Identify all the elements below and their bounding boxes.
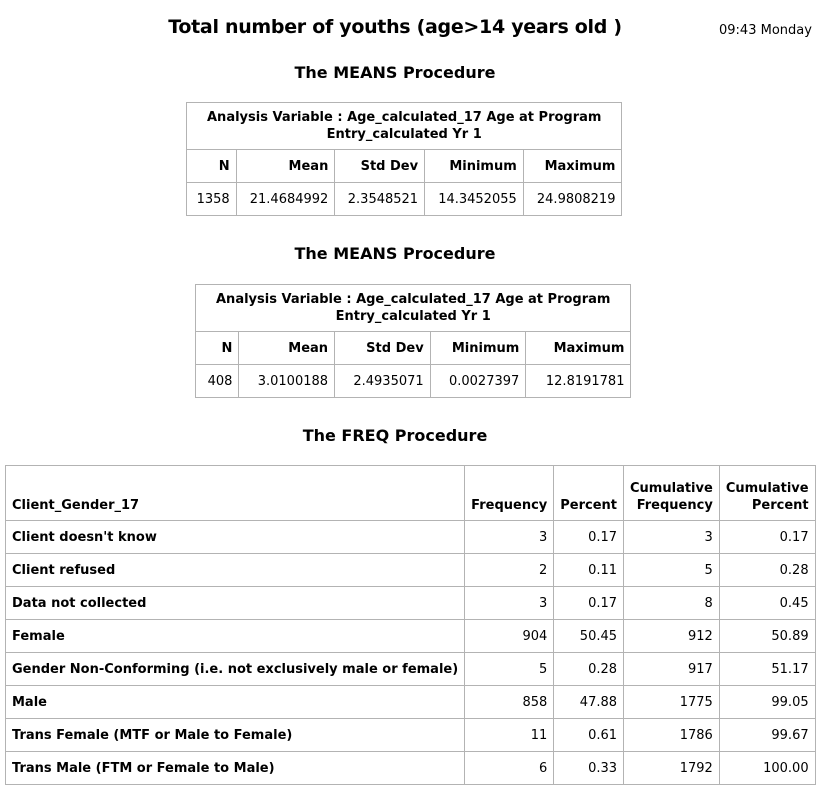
cell-cumulative-frequency: 8: [624, 587, 720, 620]
value-mean: 3.0100188: [239, 365, 335, 398]
value-std-dev: 2.4935071: [335, 365, 431, 398]
cell-cumulative-percent: 0.45: [719, 587, 815, 620]
cell-cumulative-frequency: 1792: [624, 752, 720, 785]
value-minimum: 14.3452055: [425, 183, 524, 216]
cell-cumulative-frequency: 1786: [624, 719, 720, 752]
row-label: Female: [6, 620, 465, 653]
cell-cumulative-percent: 100.00: [719, 752, 815, 785]
col-header-frequency: Frequency: [465, 466, 554, 521]
column-header-row: [6, 466, 816, 521]
cell-percent: 0.17: [554, 587, 624, 620]
row-label: Gender Non-Conforming (i.e. not exclusively male or female): [6, 653, 465, 686]
value-mean: 21.4684992: [236, 183, 335, 216]
table-row: [6, 653, 816, 686]
cell-percent: 0.33: [554, 752, 624, 785]
table-row: [6, 620, 816, 653]
cell-frequency: 11: [465, 719, 554, 752]
cell-cumulative-frequency: 917: [624, 653, 720, 686]
cell-cumulative-percent: 99.67: [719, 719, 815, 752]
row-label: Client refused: [6, 554, 465, 587]
cum-pct-line2: Percent: [751, 498, 809, 513]
cell-cumulative-frequency: 3: [624, 521, 720, 554]
value-n: 408: [196, 365, 239, 398]
freq-table: [5, 465, 816, 785]
cell-frequency: 6: [465, 752, 554, 785]
cell-frequency: 3: [465, 521, 554, 554]
row-label: Trans Male (FTM or Female to Male): [6, 752, 465, 785]
value-std-dev: 2.3548521: [335, 183, 425, 216]
cum-pct-line1: Cumulative: [725, 481, 809, 496]
cell-frequency: 3: [465, 587, 554, 620]
table-row: [6, 686, 816, 719]
col-header-cumulative-frequency: [624, 466, 720, 521]
table-row: [6, 719, 816, 752]
analysis-variable-line1: Analysis Variable : Age_calculated_17 Age at Program: [216, 292, 611, 307]
means-procedure-title-2: The MEANS Procedure: [294, 244, 496, 263]
cell-percent: 0.28: [554, 653, 624, 686]
column-header-row: [196, 332, 631, 365]
analysis-variable-line1: Analysis Variable : Age_calculated_17 Age at Program: [207, 110, 602, 125]
cell-percent: 0.17: [554, 521, 624, 554]
col-header-minimum: Minimum: [430, 332, 526, 365]
table-row: [187, 183, 622, 216]
cell-cumulative-percent: 0.17: [719, 521, 815, 554]
col-header-std-dev: Std Dev: [335, 150, 425, 183]
page-title: Total number of youths (age>14 years old ): [168, 16, 622, 38]
value-maximum: 12.8191781: [526, 365, 631, 398]
table-row: [6, 752, 816, 785]
means-procedure-title-1: The MEANS Procedure: [294, 63, 496, 82]
col-header-maximum: Maximum: [526, 332, 631, 365]
cell-cumulative-percent: 50.89: [719, 620, 815, 653]
col-header-variable: Client_Gender_17: [6, 466, 465, 521]
cell-frequency: 904: [465, 620, 554, 653]
column-header-row: [187, 150, 622, 183]
timestamp: 09:43 Monday: [719, 23, 812, 38]
analysis-variable-line2: Entry_calculated Yr 1: [335, 309, 491, 324]
cell-cumulative-percent: 51.17: [719, 653, 815, 686]
value-minimum: 0.0027397: [430, 365, 526, 398]
col-header-mean: Mean: [236, 150, 335, 183]
freq-procedure-title: The FREQ Procedure: [302, 426, 488, 445]
cell-percent: 0.61: [554, 719, 624, 752]
analysis-variable-line2: Entry_calculated Yr 1: [326, 127, 482, 142]
col-header-cumulative-percent: [719, 466, 815, 521]
col-header-n: N: [196, 332, 239, 365]
cell-cumulative-frequency: 1775: [624, 686, 720, 719]
cell-frequency: 5: [465, 653, 554, 686]
value-n: 1358: [187, 183, 237, 216]
row-label: Client doesn't know: [6, 521, 465, 554]
row-label: Trans Female (MTF or Male to Female): [6, 719, 465, 752]
cell-percent: 50.45: [554, 620, 624, 653]
table-row: [6, 554, 816, 587]
cum-freq-line1: Cumulative: [630, 481, 713, 496]
col-header-maximum: Maximum: [523, 150, 622, 183]
col-header-mean: Mean: [239, 332, 335, 365]
means-table-2: [195, 284, 631, 398]
cell-percent: 47.88: [554, 686, 624, 719]
col-header-minimum: Minimum: [425, 150, 524, 183]
cum-freq-line2: Frequency: [636, 498, 713, 513]
cell-cumulative-frequency: 5: [624, 554, 720, 587]
col-header-std-dev: Std Dev: [335, 332, 431, 365]
cell-cumulative-frequency: 912: [624, 620, 720, 653]
cell-frequency: 2: [465, 554, 554, 587]
row-label: Data not collected: [6, 587, 465, 620]
cell-cumulative-percent: 99.05: [719, 686, 815, 719]
cell-frequency: 858: [465, 686, 554, 719]
cell-cumulative-percent: 0.28: [719, 554, 815, 587]
analysis-variable-header: [196, 285, 631, 332]
col-header-percent: Percent: [554, 466, 624, 521]
value-maximum: 24.9808219: [523, 183, 622, 216]
freq-table-body: [6, 521, 816, 785]
cell-percent: 0.11: [554, 554, 624, 587]
col-header-n: N: [187, 150, 237, 183]
table-row: [6, 521, 816, 554]
table-row: [196, 365, 631, 398]
analysis-variable-header: [187, 103, 622, 150]
means-table-1: [186, 102, 622, 216]
row-label: Male: [6, 686, 465, 719]
table-row: [6, 587, 816, 620]
